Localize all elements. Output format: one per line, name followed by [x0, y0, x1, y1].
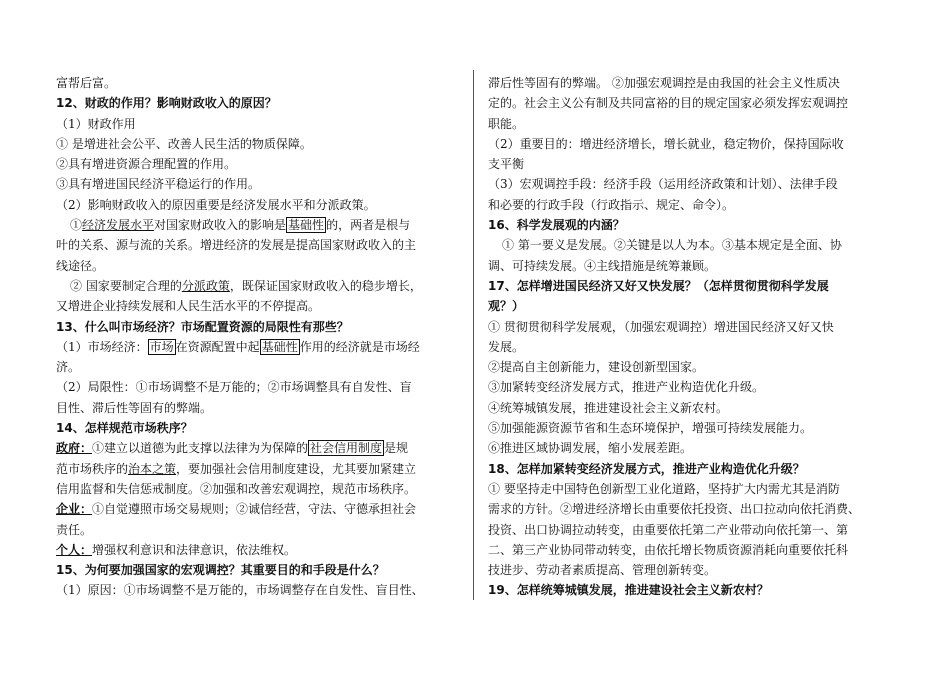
question-heading-17-cont: 观？） [488, 299, 525, 314]
text-span: ，要加强社会信用制度建设，尤其要加紧建立 [176, 461, 417, 476]
column-divider [473, 70, 474, 600]
text-line: 技进步、劳动者素质提高、管理创新转变。 [488, 563, 717, 578]
boxed-term: 社会信用制度 [310, 441, 383, 456]
left-column [56, 73, 463, 601]
question-heading-19: 19、怎样统筹城镇发展，推进建设社会主义新农村？ [488, 583, 769, 598]
question-heading-18: 18、怎样加紧转变经济发展方式，推进产业构造优化升级？ [488, 461, 805, 476]
text-line: （2）重要目的：增进经济增长，增长就业，稳定物价，保持国际收 [488, 136, 844, 151]
text-span: 是规 [384, 441, 409, 456]
text-line: （3）宏观调控手段：经济手段（运用经济政策和计划）、法律手段 [488, 177, 838, 192]
text-span: ② 国家要制定合理的 [70, 278, 182, 293]
text-line: ②具有增进资源合理配置的作用。 [56, 157, 237, 172]
right-column [488, 73, 892, 601]
text-line: 济。 [56, 360, 81, 375]
text-span: 范市场秩序的 [56, 461, 129, 476]
text-line: 又增进企业持续发展和人民生活水平的不停提高。 [56, 299, 321, 314]
text-line: （2）局限性：①市场调整不是万能的；②市场调整具有自发性、盲 [56, 380, 412, 395]
underlined-term: 分派政策 [181, 278, 230, 293]
text-line: 目性、滞后性等固有的弊端。 [56, 400, 213, 415]
question-heading-14: 14、怎样规范市场秩序？ [56, 421, 193, 436]
question-heading-15: 15、为何要加强国家的宏观调控？其重要目的和手段是什么？ [56, 563, 385, 578]
text-line [56, 499, 463, 519]
boxed-term: 基础性 [288, 218, 325, 233]
text-line: ③加紧转变经济发展方式，推进产业构造优化升级。 [488, 380, 765, 395]
text-line: 支平衡 [488, 157, 525, 172]
text-line: 信用监督和失信惩戒制度。②加强和改善宏观调控，规范市场秩序。 [56, 481, 417, 496]
text-span: ① [70, 218, 83, 233]
text-line: ① 贯彻贯彻科学发展观，（加强宏观调控）增进国民经济又好又快 [488, 319, 834, 334]
role-label-enterprise: 企业： [56, 502, 93, 517]
text-line: 定的。社会主义公有制及共同富裕的目的规定国家必须发挥宏观调控 [488, 96, 849, 111]
text-line: 滞后性等固有的弊端。 ②加强宏观调控是由我国的社会主义性质决 [488, 76, 840, 90]
boxed-term: 市场 [149, 339, 174, 354]
text-line: 线途径。 [56, 258, 105, 273]
text-line: 和必要的行政手段（行政指示、规定、命令）。 [488, 197, 735, 212]
text-line: ① 是增进社会公平、改善人民生活的物质保障。 [56, 136, 312, 151]
text-line: （1）财政作用 [56, 116, 136, 131]
text-line [56, 540, 463, 560]
underlined-term: 治本之策 [128, 461, 177, 476]
text-line: ④统筹城镇发展，推进建设社会主义新农村。 [488, 400, 729, 415]
text-line: ① 要坚持走中国特色创新型工业化道路，坚持扩大内需尤其是消防 [488, 481, 840, 496]
text-span: 作用的经济就是市场经 [299, 339, 420, 354]
text-span: 增强权利意识和法律意识，依法维权。 [92, 542, 297, 557]
text-line: 调、可持续发展。④主线措施是统筹兼顾。 [488, 258, 717, 273]
text-span: 对国家财政收入的影响是 [154, 218, 287, 233]
text-line: ③具有增进国民经济平稳运行的作用。 [56, 177, 261, 192]
text-line [56, 337, 463, 357]
text-line [56, 276, 463, 296]
underlined-term: 经济发展水平 [82, 218, 155, 233]
role-label-individual: 个人： [56, 542, 93, 557]
text-line [56, 215, 463, 235]
question-heading-12: 12、财政的作用？影响财政收入的原因？ [56, 96, 277, 111]
text-line: 发展。 [488, 339, 525, 354]
text-line: ⑤加强能源资源节省和生态环境保护，增强可持续发展能力。 [488, 421, 813, 436]
role-label-government: 政府： [56, 441, 93, 456]
text-line: ① 第一要义是发展。②关键是以人为本。③基本规定是全面、协 [502, 238, 842, 253]
text-span: ①自觉遵照市场交易规则；②诚信经营，守法、守德承担社会 [92, 502, 417, 517]
text-line: 叶的关系、源与流的关系。增进经济的发展是提高国家财政收入的主 [56, 238, 417, 253]
text-line: 需求的方针。②增进经济增长由重要依托投资、出口拉动向依托消费、 [488, 502, 861, 517]
text-span: （1）市场经济： [56, 339, 148, 354]
text-line [56, 438, 463, 458]
text-line: 二、第三产业协同带动转变，由依托增长物质资源消耗向重要依托科 [488, 542, 849, 557]
text-line: （1）原因：①市场调整不是万能的，市场调整存在自发性、盲目性、 [56, 583, 424, 598]
question-heading-13: 13、什么叫市场经济？市场配置资源的局限性有那些？ [56, 319, 349, 334]
text-span: 的，两者是根与 [326, 218, 411, 233]
text-line: （2）影响财政收入的原因重要是经济发展水平和分派政策。 [56, 197, 376, 212]
text-line [56, 459, 463, 479]
text-line: 投资、出口协调拉动转变，由重要依托第二产业带动向依托第一、第 [488, 522, 849, 537]
text-line: ②提高自主创新能力，建设创新型国家。 [488, 360, 705, 375]
question-heading-17: 17、怎样增进国民经济又好又快发展？（怎样贯彻贯彻科学发展 [488, 278, 829, 293]
text-line: 富帮后富。 [56, 76, 117, 90]
text-line: ⑥推进区域协调发展，缩小发展差距。 [488, 441, 693, 456]
text-span: ，既保证国家财政收入的稳步增长， [229, 278, 422, 293]
text-line: 责任。 [56, 522, 93, 537]
boxed-term: 基础性 [261, 339, 298, 354]
question-heading-16: 16、科学发展观的内涵？ [488, 218, 625, 233]
text-span: 在资源配置中起 [175, 339, 260, 354]
text-line: 职能。 [488, 116, 525, 131]
text-span: ①建立以道德为此支撑以法律为为保障的 [92, 441, 309, 456]
